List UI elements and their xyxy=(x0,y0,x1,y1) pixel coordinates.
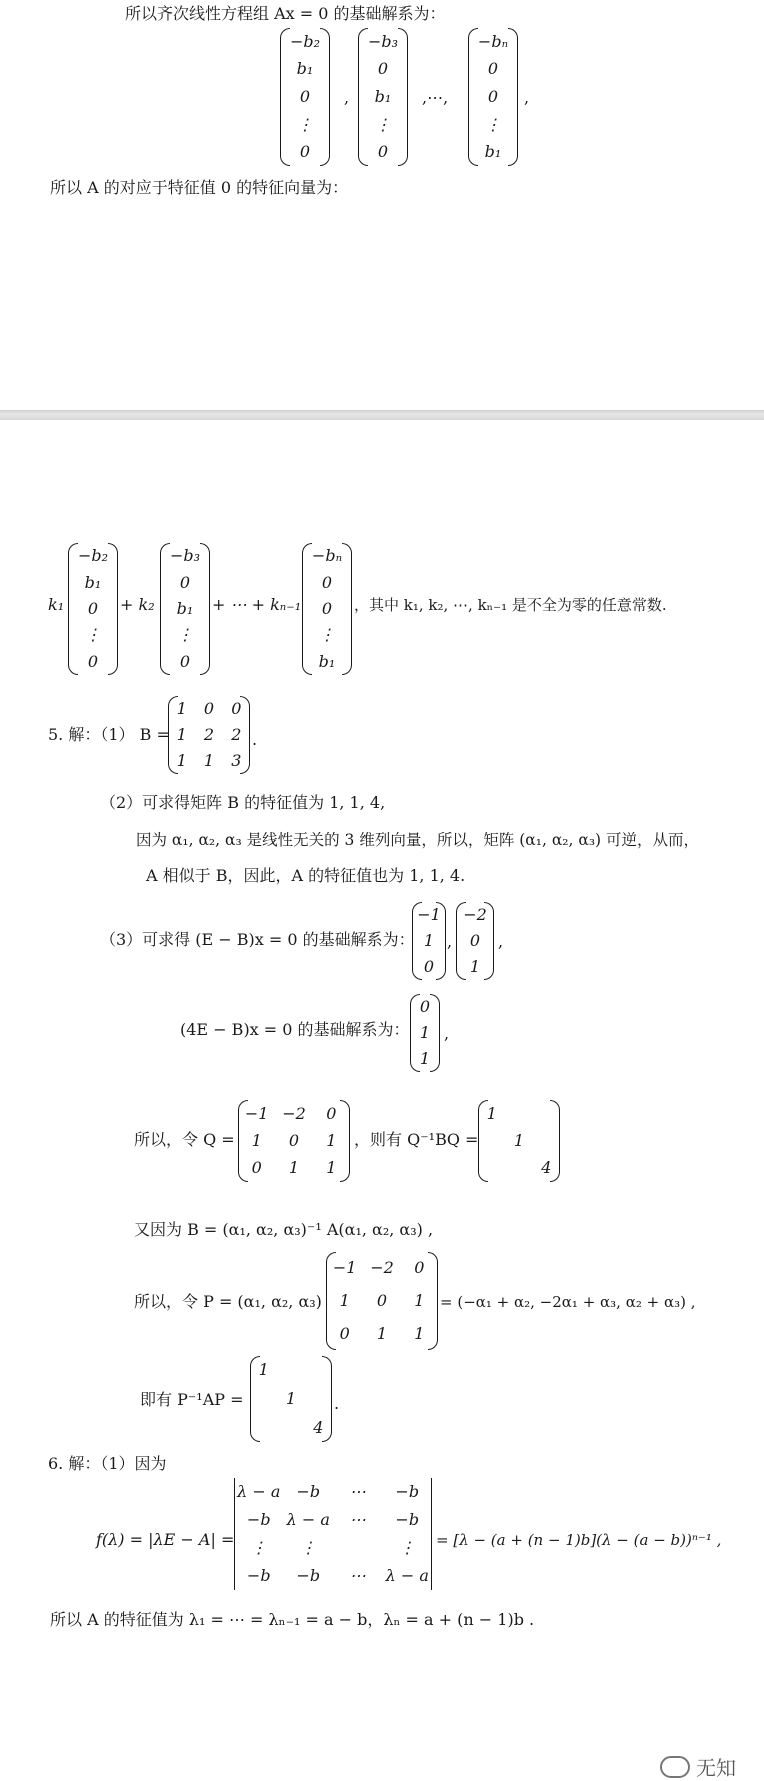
poly-result: = [λ − (a + (n − 1)b](λ − (a − b))ⁿ⁻¹ , xyxy=(436,1531,722,1549)
let-P: 所以，令 P = (α₁, α₂, α₃) xyxy=(134,1292,322,1311)
matrix-cell: −b xyxy=(296,1566,321,1585)
vector-entry: 0 xyxy=(487,86,499,106)
eigvec-1 xyxy=(68,543,118,675)
matrix-cell xyxy=(478,1131,505,1151)
vector-entry: ⋮ xyxy=(375,114,391,134)
matrix-cell: 1 xyxy=(486,1103,497,1123)
matrix-row xyxy=(326,1291,438,1311)
vector-entry: b₁ xyxy=(176,598,194,618)
vector-entry: 0 xyxy=(299,86,311,106)
diagonal-matrix-2 xyxy=(250,1356,332,1442)
matrix-row xyxy=(250,1418,332,1438)
matrix-cell: −b xyxy=(296,1482,321,1501)
vector-entry: −b₃ xyxy=(367,31,399,51)
vector-entry: 0 xyxy=(419,997,431,1016)
vector-entry: 0 xyxy=(487,59,499,79)
vector-entry: ⋮ xyxy=(297,114,313,134)
matrix-cell: 4 xyxy=(541,1158,552,1178)
matrix-cell: ⋮ xyxy=(399,1538,416,1557)
plus-k2: + k₂ xyxy=(120,595,155,614)
vector-entry: −b₂ xyxy=(289,31,321,51)
basis-vector-e2 xyxy=(456,902,494,980)
matrix-cell: 1 xyxy=(339,1290,350,1310)
characteristic-poly: f(λ) = |λE − A| = xyxy=(96,1530,235,1549)
matrix-cell: 1 xyxy=(414,1290,425,1310)
matrix-cell: −1 xyxy=(244,1103,269,1123)
q5-part2: （2）可求得矩阵 B 的特征值为 1, 1, 4, xyxy=(100,793,386,812)
matrix-cell: −b xyxy=(246,1566,271,1585)
vector-entry: b₁ xyxy=(484,142,502,162)
matrix-row xyxy=(238,1104,350,1124)
matrix-cell xyxy=(533,1131,560,1151)
matrix-cell: −2 xyxy=(282,1103,306,1123)
vector-entry: b₁ xyxy=(296,59,314,79)
vector-entry: 0 xyxy=(321,572,333,592)
matrix-cell: 0 xyxy=(288,1130,300,1150)
matrix-cell: λ − a xyxy=(237,1482,281,1501)
matrix-cell: ⋮ xyxy=(250,1538,267,1557)
matrix-row xyxy=(250,1360,332,1380)
vector-entry: b₁ xyxy=(318,651,336,671)
matrix-cell: ⋯ xyxy=(349,1566,366,1585)
matrix-cell xyxy=(505,1104,532,1124)
matrix-row xyxy=(168,751,250,771)
matrix-cell xyxy=(533,1104,560,1124)
separator: , xyxy=(524,88,530,107)
matrix-cell: ⋮ xyxy=(300,1538,317,1557)
separator: , xyxy=(344,88,350,107)
basis-intro: 所以齐次线性方程组 Ax = 0 的基础解系为： xyxy=(125,4,446,23)
basis-vector-n xyxy=(468,28,518,166)
matrix-cell: 2 xyxy=(231,725,242,744)
matrix-row xyxy=(234,1566,432,1586)
basis-vector-2 xyxy=(358,28,408,166)
constants-note: ，其中 k₁, k₂, ⋯, kₙ₋₁ 是不全为零的任意常数. xyxy=(354,596,667,614)
matrix-Q xyxy=(238,1100,350,1182)
q5-part2-reason: 因为 α₁, α₂, α₃ 是线性无关的 3 维列向量，所以，矩阵 (α₁, α₂, α₃) 可逆，从而， xyxy=(136,831,700,849)
vector-entry: ⋮ xyxy=(319,625,335,645)
q6-label: 6. 解：（1）因为 xyxy=(48,1454,167,1473)
matrix-row xyxy=(168,699,250,719)
vector-entry: 0 xyxy=(321,598,333,618)
matrix-cell: 1 xyxy=(326,1130,337,1150)
period: . xyxy=(252,730,258,749)
matrix-cell: 1 xyxy=(176,699,187,718)
vector-entry: −bₙ xyxy=(477,31,509,51)
PAP-label: 即有 P⁻¹AP = xyxy=(140,1390,244,1409)
matrix-B xyxy=(168,696,250,774)
matrix-cell: 1 xyxy=(414,1323,425,1343)
matrix-cell: 1 xyxy=(513,1130,525,1150)
q5-part3-4E: (4E − B)x = 0 的基础解系为： xyxy=(180,1020,410,1039)
vector-entry: 0 xyxy=(87,651,99,671)
matrix-cell: 0 xyxy=(326,1103,337,1123)
matrix-cell xyxy=(505,1158,532,1178)
vector-entry: b₁ xyxy=(374,86,392,106)
matrix-cell: −2 xyxy=(370,1258,394,1278)
matrix-cell: 1 xyxy=(288,1158,300,1178)
vector-entry: −2 xyxy=(463,905,487,924)
matrix-cell: 1 xyxy=(258,1360,269,1380)
matrix-row xyxy=(238,1131,350,1151)
let-Q: 所以，令 Q = xyxy=(134,1130,235,1149)
B-similarity: 又因为 B = (α₁, α₂, α₃)⁻¹ A(α₁, α₂, α₃) , xyxy=(134,1220,434,1239)
basis-vector-e3 xyxy=(410,994,440,1072)
vector-entry: 0 xyxy=(377,142,389,162)
matrix-cell: λ − a xyxy=(385,1566,429,1585)
plus-dots-kn1: + ⋯ + kₙ₋₁ xyxy=(212,595,302,614)
matrix-cell: 0 xyxy=(414,1258,425,1278)
matrix-cell xyxy=(250,1418,277,1438)
basis-vector-e1 xyxy=(412,902,446,980)
matrix-cell: −b xyxy=(395,1510,420,1529)
q5-part3: （3）可求得 (E − B)x = 0 的基础解系为： xyxy=(100,930,415,949)
eigvec-n xyxy=(302,543,352,675)
matrix-cell: 0 xyxy=(251,1158,262,1178)
matrix-cell: ⋯ xyxy=(349,1510,366,1529)
matrix-cell xyxy=(333,1538,383,1558)
coef-k1: k₁ xyxy=(48,595,65,614)
matrix-cell xyxy=(305,1389,332,1409)
eigenvector-intro: 所以 A 的对应于特征值 0 的特征向量为： xyxy=(50,178,349,197)
separator: , xyxy=(498,932,504,951)
vector-entry: −b₃ xyxy=(169,546,201,566)
vector-entry: 1 xyxy=(469,957,481,976)
matrix-cell: 0 xyxy=(203,699,215,718)
matrix-row xyxy=(478,1131,560,1151)
vector-entry: 1 xyxy=(419,1049,431,1068)
vector-entry: ⋮ xyxy=(85,625,101,645)
page-2 xyxy=(0,420,764,1780)
diagonal-matrix-1 xyxy=(478,1100,560,1182)
matrix-row xyxy=(326,1324,438,1344)
separator: ,⋯, xyxy=(422,88,449,107)
period: . xyxy=(334,1394,340,1413)
q5-part2-conclusion: A 相似于 B，因此，A 的特征值也为 1, 1, 4. xyxy=(146,866,466,885)
matrix-cell: 3 xyxy=(231,751,242,770)
matrix-cell xyxy=(478,1158,505,1178)
matrix-row xyxy=(478,1158,560,1178)
vector-entry: 0 xyxy=(469,931,481,950)
matrix-cell: 1 xyxy=(176,751,187,770)
vector-entry: 0 xyxy=(87,598,99,618)
matrix-row xyxy=(234,1482,432,1502)
vector-entry: 1 xyxy=(419,1023,431,1042)
vector-entry: 0 xyxy=(179,572,191,592)
matrix-row xyxy=(478,1104,560,1124)
matrix-cell: 2 xyxy=(203,725,215,744)
matrix-cell: 0 xyxy=(376,1290,388,1310)
matrix-row xyxy=(238,1158,350,1178)
matrix-row xyxy=(250,1389,332,1409)
page-1 xyxy=(0,0,764,410)
vector-entry: −1 xyxy=(417,905,441,924)
vector-entry: ⋮ xyxy=(485,114,501,134)
vector-entry: −bₙ xyxy=(311,546,343,566)
matrix-cell: 4 xyxy=(313,1417,324,1437)
matrix-cell: 1 xyxy=(203,751,215,770)
matrix-cell: 0 xyxy=(339,1323,350,1343)
vector-entry: −b₂ xyxy=(77,546,109,566)
matrix-cell: ⋯ xyxy=(349,1482,366,1501)
matrix-cell: 0 xyxy=(231,699,242,718)
matrix-cell: 1 xyxy=(326,1158,337,1178)
then-QBQ: ，则有 Q⁻¹BQ = xyxy=(354,1130,479,1149)
vector-entry: 0 xyxy=(179,651,191,671)
vector-entry: 0 xyxy=(377,59,389,79)
matrix-row xyxy=(326,1258,438,1278)
wechat-logo-icon xyxy=(660,1756,690,1778)
matrix-row xyxy=(168,725,250,745)
matrix-row xyxy=(234,1510,432,1530)
matrix-cell xyxy=(277,1360,304,1380)
matrix-cell xyxy=(305,1360,332,1380)
matrix-cell: 1 xyxy=(176,725,187,744)
P-result: = (−α₁ + α₂, −2α₁ + α₃, α₂ + α₃) , xyxy=(440,1293,696,1311)
eigenvalues-result: 所以 A 的特征值为 λ₁ = ⋯ = λₙ₋₁ = a − b，λₙ = a + (n − 1)b . xyxy=(50,1610,535,1629)
determinant xyxy=(234,1478,432,1590)
watermark-text: 无知 xyxy=(696,1756,736,1780)
q5-label: 5. 解：（1） B = xyxy=(48,725,170,744)
basis-vector-1 xyxy=(280,28,330,166)
matrix-cell: 1 xyxy=(285,1388,297,1408)
matrix-cell: −b xyxy=(246,1510,271,1529)
vector-entry: 1 xyxy=(423,931,435,950)
matrix-Q-in-P xyxy=(326,1252,438,1350)
matrix-cell: −b xyxy=(395,1482,420,1501)
matrix-cell: λ − a xyxy=(286,1510,330,1529)
vector-entry: ⋮ xyxy=(177,625,193,645)
vector-entry: b₁ xyxy=(84,572,102,592)
eigvec-2 xyxy=(160,543,210,675)
watermark xyxy=(660,1752,736,1781)
matrix-cell: 1 xyxy=(376,1323,388,1343)
matrix-cell: 1 xyxy=(251,1130,262,1150)
vector-entry: 0 xyxy=(423,957,435,976)
separator: , xyxy=(447,932,453,951)
matrix-cell xyxy=(250,1389,277,1409)
matrix-row xyxy=(234,1538,432,1558)
matrix-cell xyxy=(277,1418,304,1438)
matrix-cell: −1 xyxy=(332,1258,357,1278)
page-gap xyxy=(0,410,764,420)
vector-entry: 0 xyxy=(299,142,311,162)
separator: , xyxy=(444,1024,450,1043)
